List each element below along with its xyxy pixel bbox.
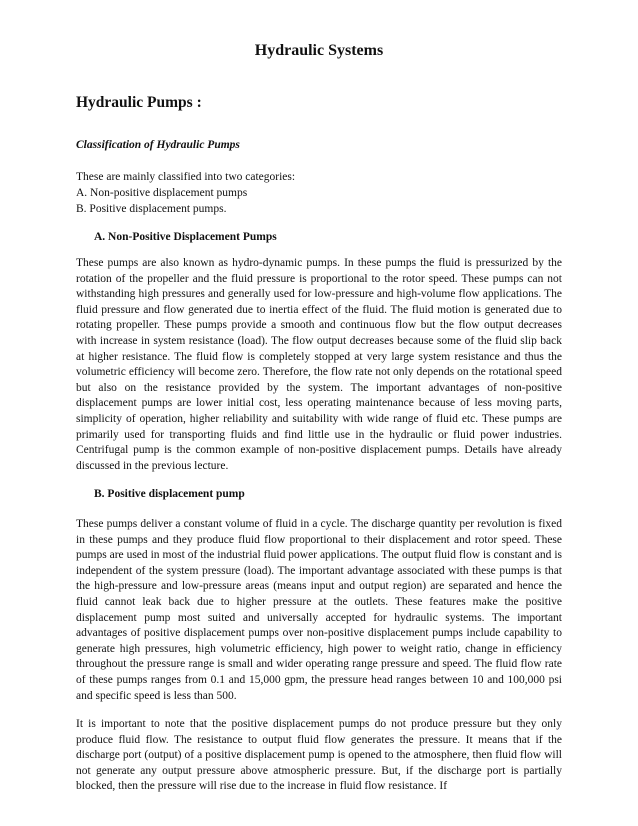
classification-subheading: Classification of Hydraulic Pumps <box>76 139 240 151</box>
section-heading: Hydraulic Pumps : <box>76 94 202 111</box>
section-a-heading: A. Non-Positive Displacement Pumps <box>94 231 277 243</box>
intro-lines <box>76 169 295 217</box>
document-title: Hydraulic Systems <box>254 42 384 59</box>
intro-line: A. Non-positive displacement pumps <box>76 187 248 199</box>
section-b-heading: B. Positive displacement pump <box>94 488 245 500</box>
intro-line: B. Positive displacement pumps. <box>76 203 227 215</box>
section-a-paragraph: These pumps are also known as hydro-dynamic pumps. In these pumps the fluid is pressurized by the rotation of the propeller and the fluid pressure is proportional to the rotor speed. These pumps can not withstanding high pressures and generally used for low-pressure and high-volume flow applications. The fluid pressure and flow generated due to inertia effect of the fluid. The fluid motion is generated due to rotating propeller. These pumps provide a smooth and continuous flow but the flow output decreases with increase in system resistance (load). The flow output decreases because some of the fluid slip back at higher resistance. The fluid flow is completely stopped at very large system resistance and thus the volumetric efficiency will become zero. Therefore, the flow rate not only depends on the rotational speed but also on the resistance provided by the system. The important advantages of non-positive displacement pumps are lower initial cost, less operating maintenance because of less moving parts, simplicity of operation, higher reliability and suitability with wide range of fluid etc. These pumps are primarily used for transporting fluids and find little use in the hydraulic or fluid power industries. Centrifugal pump is the common example of non-positive displacement pumps. Details have already discussed in the previous lecture. <box>76 257 562 472</box>
intro-line: These are mainly classified into two categories: <box>76 171 296 183</box>
section-b-paragraph: These pumps deliver a constant volume of fluid in a cycle. The discharge quantity per revolution is fixed in these pumps and they produce fluid flow proportional to their displacement and rotor speed. These pumps are used in most of the industrial fluid power applications. The output fluid flow is constant and is independent of the system pressure (load). The important advantage associated with these pumps is that the high-pressure and low-pressure areas (means input and output region) are separated and hence the fluid cannot leak back due to higher pressure at the outlets. These features make the positive displacement pump most suited and universally accepted for hydraulic systems. The important advantages of positive displacement pumps over non-positive displacement pumps include capability to generate high pressures, high volumetric efficiency, high power to weight ratio, change in efficiency throughout the pressure range is small and wider operating range pressure and speed. The fluid flow rate of these pumps ranges from 0.1 and 15,000 gpm, the pressure head ranges between 10 and 100,000 psi and specific speed is less than 500. <box>76 518 562 702</box>
closing-paragraph: It is important to note that the positive displacement pumps do not produce pressure but they only produce fluid flow. The resistance to output fluid flow generates the pressure. It means that if the discharge port (output) of a positive displacement pump is opened to the atmosphere, then fluid flow will not generate any output pressure above atmospheric pressure. But, if the discharge port is partially blocked, then the pressure will rise due to the increase in fluid flow resistance. If <box>76 718 562 793</box>
